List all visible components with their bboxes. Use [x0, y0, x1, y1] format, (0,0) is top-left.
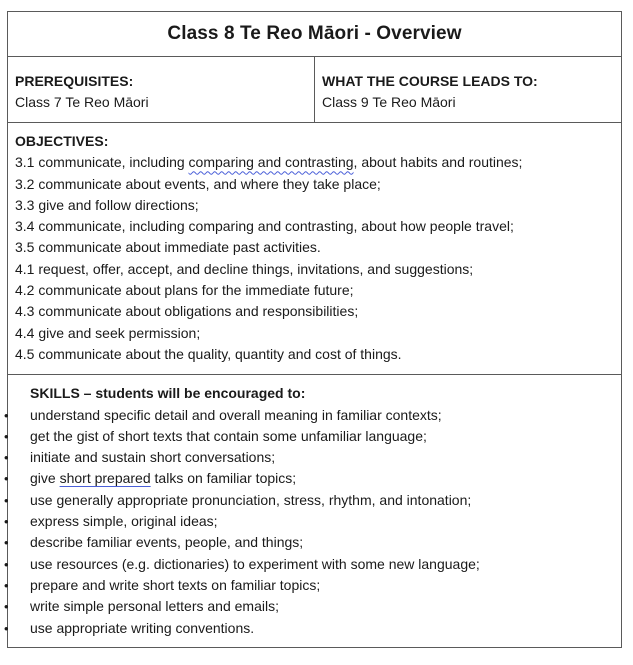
- objective-item: 4.5 communicate about the quality, quantity and cost of things.: [15, 345, 402, 362]
- skill-item: [4, 405, 614, 426]
- skill-item: [4, 447, 614, 468]
- prerequisites-value: Class 7 Te Reo Māori: [15, 94, 149, 110]
- bullet-icon: •: [4, 620, 9, 636]
- skill-text-part: give: [30, 470, 60, 487]
- skills-list: [4, 405, 614, 639]
- prerequisites-row: [8, 57, 621, 123]
- objective-item: [15, 152, 614, 173]
- skill-item: [4, 554, 614, 575]
- objective-item: 3.3 give and follow directions;: [15, 196, 199, 213]
- objective-item: 3.2 communicate about events, and where they take place;: [15, 175, 381, 192]
- bullet-icon: •: [4, 471, 9, 487]
- skill-item: [4, 618, 614, 639]
- skill-text: use generally appropriate pronunciation, stress, rhythm, and intonation;: [30, 491, 472, 508]
- prerequisites-cell: [8, 57, 314, 122]
- skill-item: [4, 511, 614, 532]
- skill-item: [4, 532, 614, 553]
- skills-section: [4, 375, 621, 647]
- skill-text: express simple, original ideas;: [30, 513, 218, 530]
- objective-item: 3.4 communicate, including comparing and contrasting, about how people travel;: [15, 218, 514, 235]
- skill-item: [4, 596, 614, 617]
- bullet-icon: •: [4, 556, 9, 572]
- skill-text: write simple personal letters and emails;: [30, 598, 279, 615]
- objectives-label: OBJECTIVES:: [15, 133, 109, 149]
- bullet-icon: •: [4, 514, 9, 530]
- objective-item: 4.1 request, offer, accept, and decline things, invitations, and suggestions;: [15, 260, 474, 277]
- skill-text: prepare and write short texts on familiar topics;: [30, 576, 321, 593]
- skill-item: [4, 575, 614, 596]
- overview-document: [4, 11, 622, 648]
- skill-text: get the gist of short texts that contain some unfamiliar language;: [30, 427, 427, 444]
- skill-text: describe familiar events, people, and things;: [30, 534, 304, 551]
- title-row: [8, 12, 621, 57]
- leads-to-cell: [314, 57, 621, 122]
- skill-text-part: talks on familiar topics;: [150, 470, 297, 487]
- skill-text: use resources (e.g. dictionaries) to experiment with some new language;: [30, 555, 480, 572]
- objective-item: 3.5 communicate about immediate past activities.: [15, 239, 321, 256]
- skills-heading: SKILLS – students will be encouraged to:: [30, 385, 306, 402]
- skill-item: [4, 468, 614, 489]
- objective-item: 4.3 communicate about obligations and responsibilities;: [15, 303, 359, 320]
- objective-item: 4.4 give and seek permission;: [15, 324, 201, 341]
- objective-text-part: 3.1 communicate, including: [15, 154, 189, 171]
- page-title: Class 8 Te Reo Māori - Overview: [167, 23, 462, 44]
- skill-text: initiate and sustain short conversations;: [30, 449, 276, 466]
- skill-item: [4, 426, 614, 447]
- skill-item: [4, 490, 614, 511]
- bullet-icon: •: [4, 407, 9, 423]
- leads-to-label: WHAT THE COURSE LEADS TO:: [322, 73, 538, 89]
- objectives-section: [8, 123, 621, 375]
- leads-to-value: Class 9 Te Reo Māori: [322, 94, 456, 110]
- bullet-icon: •: [4, 492, 9, 508]
- bullet-icon: •: [4, 577, 9, 593]
- bullet-icon: •: [4, 428, 9, 444]
- objective-text-part: , about habits and routines;: [353, 154, 523, 171]
- skill-text: understand specific detail and overall meaning in familiar contexts;: [30, 406, 442, 423]
- skill-text: use appropriate writing conventions.: [30, 619, 255, 636]
- prerequisites-label: PREREQUISITES:: [15, 73, 134, 89]
- bullet-icon: •: [4, 535, 9, 551]
- objective-item: 4.2 communicate about plans for the immediate future;: [15, 282, 354, 299]
- grammar-marked-text: short prepared: [59, 470, 151, 487]
- bullet-icon: •: [4, 450, 9, 466]
- bullet-icon: •: [4, 599, 9, 615]
- grammar-marked-text: comparing and contrasting: [188, 154, 354, 171]
